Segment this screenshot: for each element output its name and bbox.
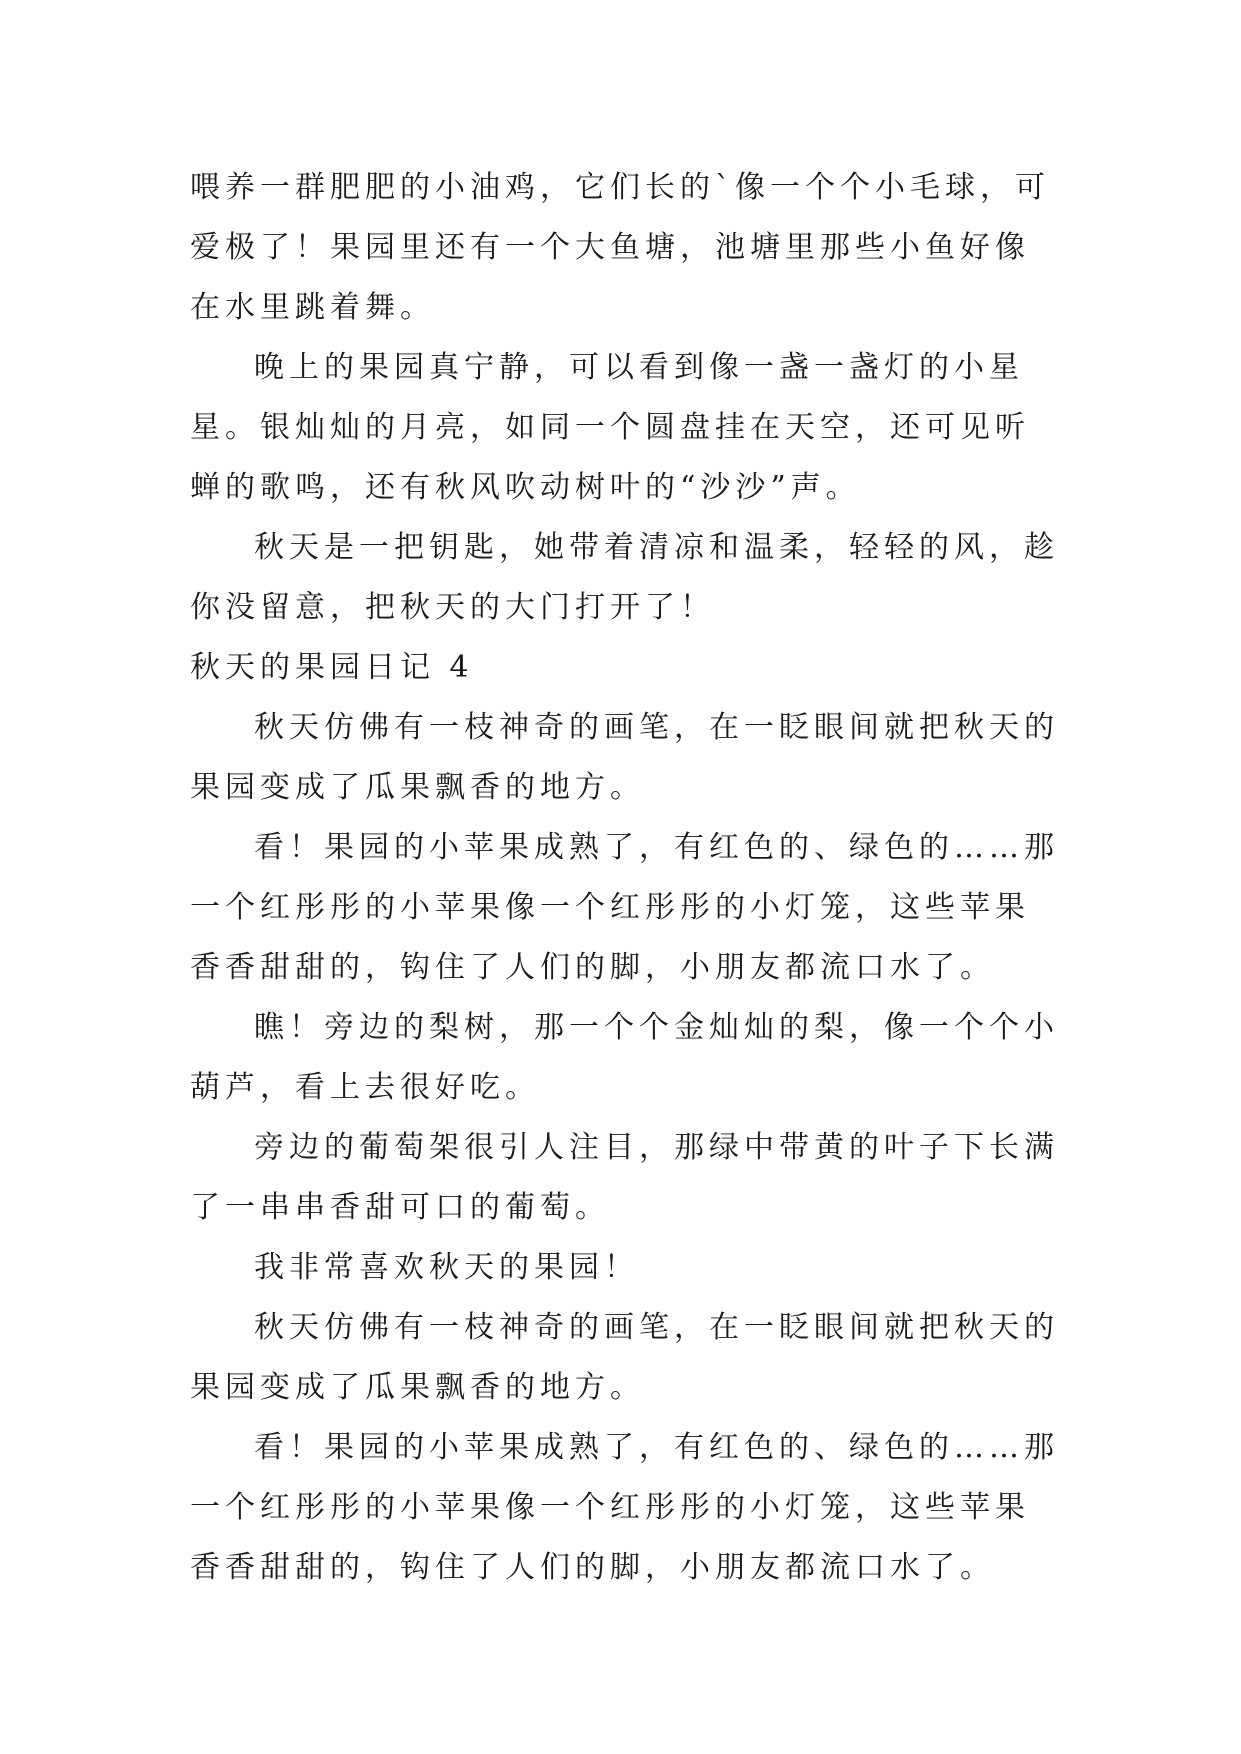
section-paragraph: 看！果园的小苹果成熟了，有红色的、绿色的……那一个红彤彤的小苹果像一个红彤彤的小灯笼，这些苹果香香甜甜的，钩住了人们的脚，小朋友都流口水了。	[190, 1430, 1059, 1585]
section-paragraph: 看！果园的小苹果成熟了，有红色的、绿色的……那一个红彤彤的小苹果像一个红彤彤的小灯笼，这些苹果香香甜甜的，钩住了人们的脚，小朋友都流口水了。	[190, 830, 1059, 985]
section-paragraph: 我非常喜欢秋天的果园！	[254, 1250, 639, 1285]
document-body	[190, 158, 1060, 1598]
section-paragraph: 瞧！旁边的梨树，那一个个金灿灿的梨，像一个个小葫芦，看上去很好吃。	[190, 1010, 1059, 1105]
paragraph-continuation: 喂养一群肥肥的小油鸡，它们长的`像一个个小毛球，可爱极了！果园里还有一个大鱼塘，池塘里那些小鱼好像在水里跳着舞。	[190, 170, 1050, 325]
section-title: 秋天的果园日记 4	[190, 650, 474, 685]
section-paragraph: 秋天仿佛有一枝神奇的画笔，在一眨眼间就把秋天的果园变成了瓜果飘香的地方。	[190, 1310, 1059, 1405]
paragraph-night-orchard: 晚上的果园真宁静，可以看到像一盏一盏灯的小星星。银灿灿的月亮，如同一个圆盘挂在天空，还可见听蝉的歌鸣，还有秋风吹动树叶的“沙沙”声。	[190, 350, 1030, 505]
section-paragraph: 旁边的葡萄架很引人注目，那绿中带黄的叶子下长满了一串串香甜可口的葡萄。	[190, 1130, 1059, 1225]
section-paragraph: 秋天仿佛有一枝神奇的画笔，在一眨眼间就把秋天的果园变成了瓜果飘香的地方。	[190, 710, 1059, 805]
paragraph-autumn-key: 秋天是一把钥匙，她带着清凉和温柔，轻轻的风，趁你没留意，把秋天的大门打开了！	[190, 530, 1059, 625]
